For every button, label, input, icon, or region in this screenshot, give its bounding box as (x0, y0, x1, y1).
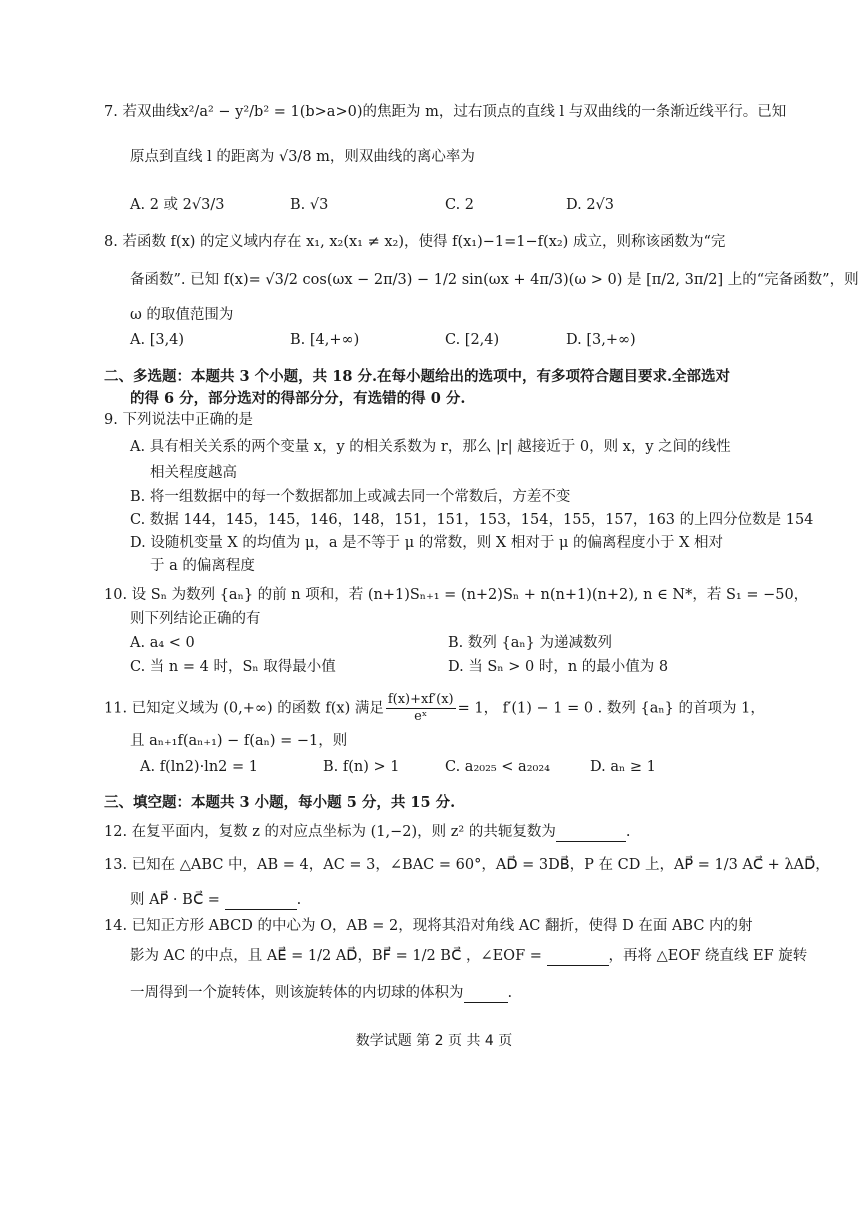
q10-option-a: A. a₄ < 0 (130, 635, 195, 651)
q8-line1: 8. 若函数 f(x) 的定义域内存在 x₁, x₂(x₁ ≠ x₂)，使得 f(x₁)−1=1−f(x₂) 成立，则称该函数为“完 (104, 234, 726, 250)
q11-option-b: B. f(n) > 1 (323, 759, 400, 775)
q14-line1: 14. 已知正方形 ABCD 的中心为 O，AB = 2，现将其沿对角线 AC 翻折，使得 D 在面 ABC 内的射 (104, 918, 753, 934)
q11-line1 (104, 692, 765, 725)
q11-fraction (386, 692, 456, 725)
q8-line2: 备函数”. 已知 f(x)= √3/2 cos(ωx − 2π/3) − 1/2 sin(ωx + 4π/3)(ω > 0) 是 [π/2, 3π/2] 上的“完备函数”，则 (130, 272, 859, 288)
q9-option-c: C. 数据 144，145，145，146，148，151，151，153，154，155，157，163 的上四分位数是 154 (130, 512, 814, 528)
q11-option-a: A. f(ln2)·ln2 = 1 (140, 759, 258, 775)
q13-line1: 13. 已知在 △ABC 中，AB = 4，AC = 3，∠BAC = 60°，AD⃗ = 3DB⃗，P 在 CD 上，AP⃗ = 1/3 AC⃗ + λAD⃗， (104, 857, 830, 873)
q11-fraction-denominator: eˣ (414, 709, 428, 724)
q10-line1: 10. 设 Sₙ 为数列 {aₙ} 的前 n 项和，若 (n+1)Sₙ₊₁ = (n+2)Sₙ + n(n+1)(n+2), n ∈ N*，若 S₁ = −50， (104, 587, 809, 603)
q14-line2 (130, 946, 807, 966)
q14-volume-answer-blank[interactable] (464, 986, 508, 1003)
page-footer: 数学试题 第 2 页 共 4 页 (355, 1033, 513, 1049)
section3-heading: 三、填空题：本题共 3 小题，每小题 5 分，共 15 分. (104, 794, 456, 811)
q12-end: . (625, 824, 631, 840)
q12-answer-blank[interactable] (556, 825, 626, 842)
q7-option-b: B. √3 (290, 197, 329, 213)
q10-option-c: C. 当 n = 4 时，Sₙ 取得最小值 (130, 659, 336, 675)
q10-option-b: B. 数列 {aₙ} 为递减数列 (448, 635, 612, 651)
q13-end: . (296, 892, 302, 908)
q9-option-a-line2: 相关程度越高 (150, 465, 237, 481)
q9-option-d-line2: 于 a 的偏离程度 (150, 558, 255, 574)
q8-option-c: C. [2,4) (445, 332, 500, 348)
q11-line2: 且 aₙ₊₁f(aₙ₊₁) − f(aₙ) = −1，则 (130, 733, 348, 749)
q7-line2: 原点到直线 l 的距离为 √3/8 m，则双曲线的离心率为 (130, 149, 475, 165)
q12-line (104, 822, 630, 842)
q11-option-d: D. aₙ ≥ 1 (590, 759, 656, 775)
q8-option-d: D. [3,+∞) (566, 332, 636, 348)
q13-answer-blank[interactable] (225, 893, 297, 910)
q14-angle-answer-blank[interactable] (547, 949, 609, 966)
q9-stem: 9. 下列说法中正确的是 (104, 412, 253, 428)
q9-option-d-line1: D. 设随机变量 X 的均值为 μ，a 是不等于 μ 的常数，则 X 相对于 μ 的偏离程度小于 X 相对 (130, 535, 724, 551)
q9-option-a-line1: A. 具有相关关系的两个变量 x，y 的相关系数为 r，那么 |r| 越接近于 0，则 x，y 之间的线性 (130, 439, 731, 455)
q12-text: 12. 在复平面内，复数 z 的对应点坐标为 (1,−2)，则 z² 的共轭复数为 (104, 824, 556, 840)
section2-heading-line2: 的得 6 分，部分选对的得部分分，有选错的得 0 分. (130, 390, 466, 407)
q10-option-d: D. 当 Sₙ > 0 时，n 的最小值为 8 (448, 659, 669, 675)
q11-line1-end: = 1， f′(1) − 1 = 0 . 数列 {aₙ} 的首项为 1， (457, 700, 765, 717)
q11-line1-start: 11. 已知定义域为 (0,+∞) 的函数 f(x) 满足 (104, 700, 384, 717)
q14-end: . (507, 985, 513, 1001)
q14-line3 (130, 983, 512, 1003)
q10-line2: 则下列结论正确的有 (130, 611, 261, 627)
q13-line2 (130, 890, 301, 910)
q7-option-a: A. 2 或 2√3/3 (130, 197, 225, 213)
q11-fraction-numerator: f(x)+xf′(x) (387, 692, 454, 707)
q14-line2-end: ，再将 △EOF 绕直线 EF 旋转 (608, 948, 808, 964)
section2-heading-line1: 二、多选题：本题共 3 个小题，共 18 分.在每小题给出的选项中，有多项符合题目要求.全部选对 (104, 368, 731, 385)
q9-option-b: B. 将一组数据中的每一个数据都加上或减去同一个常数后，方差不变 (130, 489, 571, 505)
q7-line1: 7. 若双曲线x²/a² − y²/b² = 1(b>a>0)的焦距为 m，过右顶点的直线 l 与双曲线的一条渐近线平行。已知 (104, 104, 787, 120)
q14-line2-text: 影为 AC 的中点，且 AE⃗ = 1/2 AD⃗，BF⃗ = 1/2 BC⃗ ，∠EOF = (130, 948, 542, 964)
q7-option-d: D. 2√3 (566, 197, 615, 213)
q14-line3-text: 一周得到一个旋转体，则该旋转体的内切球的体积为 (130, 985, 464, 1001)
q8-option-a: A. [3,4) (130, 332, 185, 348)
q7-option-c: C. 2 (445, 197, 475, 213)
q8-option-b: B. [4,+∞) (290, 332, 360, 348)
q8-line3: ω 的取值范围为 (130, 307, 234, 323)
q11-option-c: C. a₂₀₂₅ < a₂₀₂₄ (445, 759, 550, 775)
q13-line2-text: 则 AP⃗ · BC⃗ = (130, 892, 220, 908)
